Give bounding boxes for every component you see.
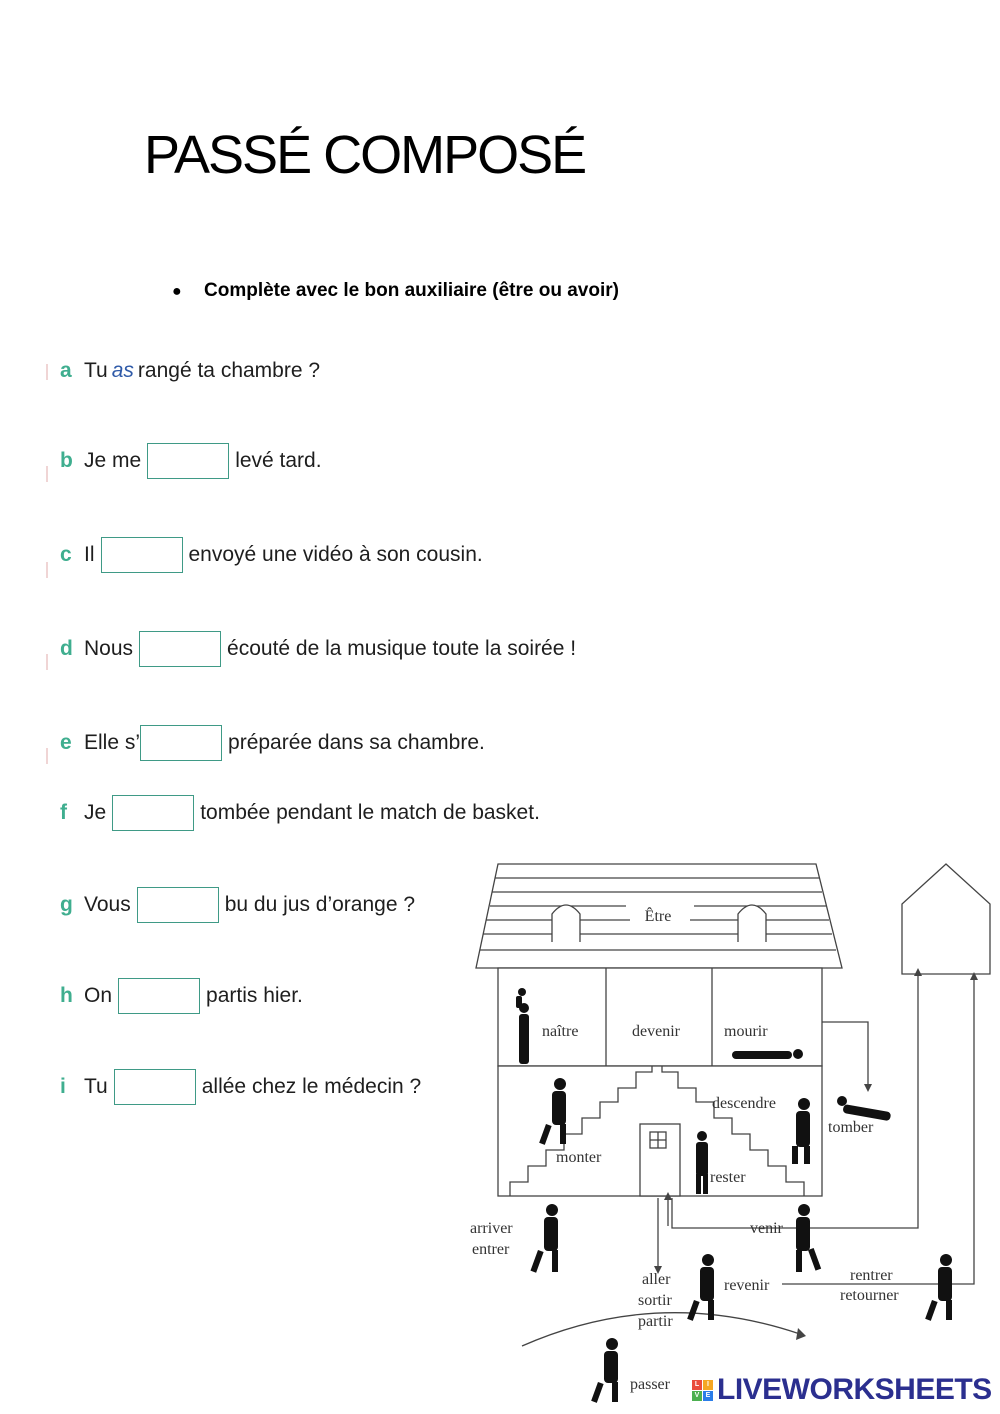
answer-box[interactable] [118, 978, 200, 1014]
answer-box[interactable] [137, 887, 219, 923]
exercise-before: Tu [84, 1075, 108, 1098]
logo-mark-e: E [703, 1391, 713, 1401]
exercise-after: partis hier. [206, 984, 303, 1007]
verb-naitre: naître [542, 1023, 579, 1040]
logo-text: LIVEWORKSHEETS [717, 1373, 992, 1406]
logo-mark-l: L [692, 1380, 702, 1390]
exercise-e [60, 723, 485, 763]
bullet-icon: ● [172, 283, 182, 300]
answer-box[interactable] [147, 443, 229, 479]
verb-retourner: retourner [840, 1287, 899, 1304]
verb-rester: rester [710, 1169, 746, 1186]
exercise-letter: c [60, 543, 72, 566]
exercise-after: envoyé une vidéo à son cousin. [188, 543, 483, 566]
verb-monter: monter [556, 1149, 602, 1166]
exercise-letter: b [60, 449, 73, 472]
exercise-after: écouté de la musique toute la soirée ! [227, 637, 577, 660]
page-title: PASSÉ COMPOSÉ [144, 125, 586, 185]
margin-mark [46, 654, 48, 670]
margin-mark [46, 466, 48, 482]
exercise-after: allée chez le médecin ? [201, 1075, 422, 1098]
exercise-after: tombée pendant le match de basket. [200, 801, 540, 824]
exercise-before: On [84, 984, 113, 1007]
verb-venir: venir [750, 1220, 783, 1237]
exercise-letter: f [60, 801, 67, 824]
exercise-before: Elle s’ [84, 731, 141, 754]
answer-box[interactable] [139, 631, 221, 667]
exercise-letter: h [60, 984, 73, 1007]
exercise-letter: a [60, 359, 72, 382]
exercise-letter: d [60, 637, 73, 660]
answer-box[interactable] [140, 725, 222, 761]
exercise-after: préparée dans sa chambre. [228, 731, 485, 754]
verb-arriver: arriver [470, 1220, 513, 1237]
exercise-before: Tu [84, 359, 108, 382]
exercise-before: Il [84, 543, 95, 566]
exercise-after: levé tard. [235, 449, 322, 472]
instruction-text: Complète avec le bon auxiliaire (être ou avoir) [204, 280, 619, 301]
exercise-a [60, 351, 320, 391]
exercise-letter: g [60, 893, 73, 916]
verb-sortir: sortir [638, 1292, 672, 1309]
etre-house-diagram [462, 856, 1000, 1414]
exercise-before: Nous [84, 637, 134, 660]
exercise-d [60, 629, 576, 669]
verb-aller: aller [642, 1271, 671, 1288]
exercise-b [60, 441, 322, 481]
exercise-c [60, 535, 483, 575]
exercise-h [60, 976, 303, 1016]
example-answer: as [111, 359, 134, 382]
verb-passer: passer [630, 1376, 670, 1393]
verb-rentrer: rentrer [850, 1267, 893, 1284]
verb-revenir: revenir [724, 1277, 770, 1294]
exercise-before: Vous [84, 893, 131, 916]
margin-mark [46, 748, 48, 764]
verb-entrer: entrer [472, 1241, 510, 1258]
margin-mark [46, 562, 48, 578]
exercise-g [60, 885, 415, 925]
exercise-i [60, 1067, 421, 1107]
exercise-letter: i [60, 1075, 66, 1098]
exercise-after: bu du jus d’orange ? [224, 893, 416, 916]
liveworksheets-logo[interactable] [692, 1372, 992, 1408]
instruction [172, 280, 619, 302]
exercise-before: Je [84, 801, 107, 824]
answer-box[interactable] [114, 1069, 196, 1105]
answer-box[interactable] [101, 537, 183, 573]
exercise-letter: e [60, 731, 72, 754]
exercise-f [60, 793, 540, 833]
margin-mark [46, 364, 48, 380]
verb-devenir: devenir [632, 1023, 680, 1040]
verb-partir: partir [638, 1313, 673, 1330]
answer-box[interactable] [112, 795, 194, 831]
logo-mark-i: I [703, 1380, 713, 1390]
verb-descendre: descendre [712, 1095, 776, 1112]
exercise-after: rangé ta chambre ? [137, 359, 321, 382]
roof-label: Être [644, 908, 672, 925]
verb-tomber: tomber [828, 1119, 874, 1136]
exercise-before: Je me [84, 449, 142, 472]
logo-mark-icon [692, 1380, 713, 1401]
logo-mark-v: V [692, 1391, 702, 1401]
verb-mourir: mourir [724, 1023, 768, 1040]
